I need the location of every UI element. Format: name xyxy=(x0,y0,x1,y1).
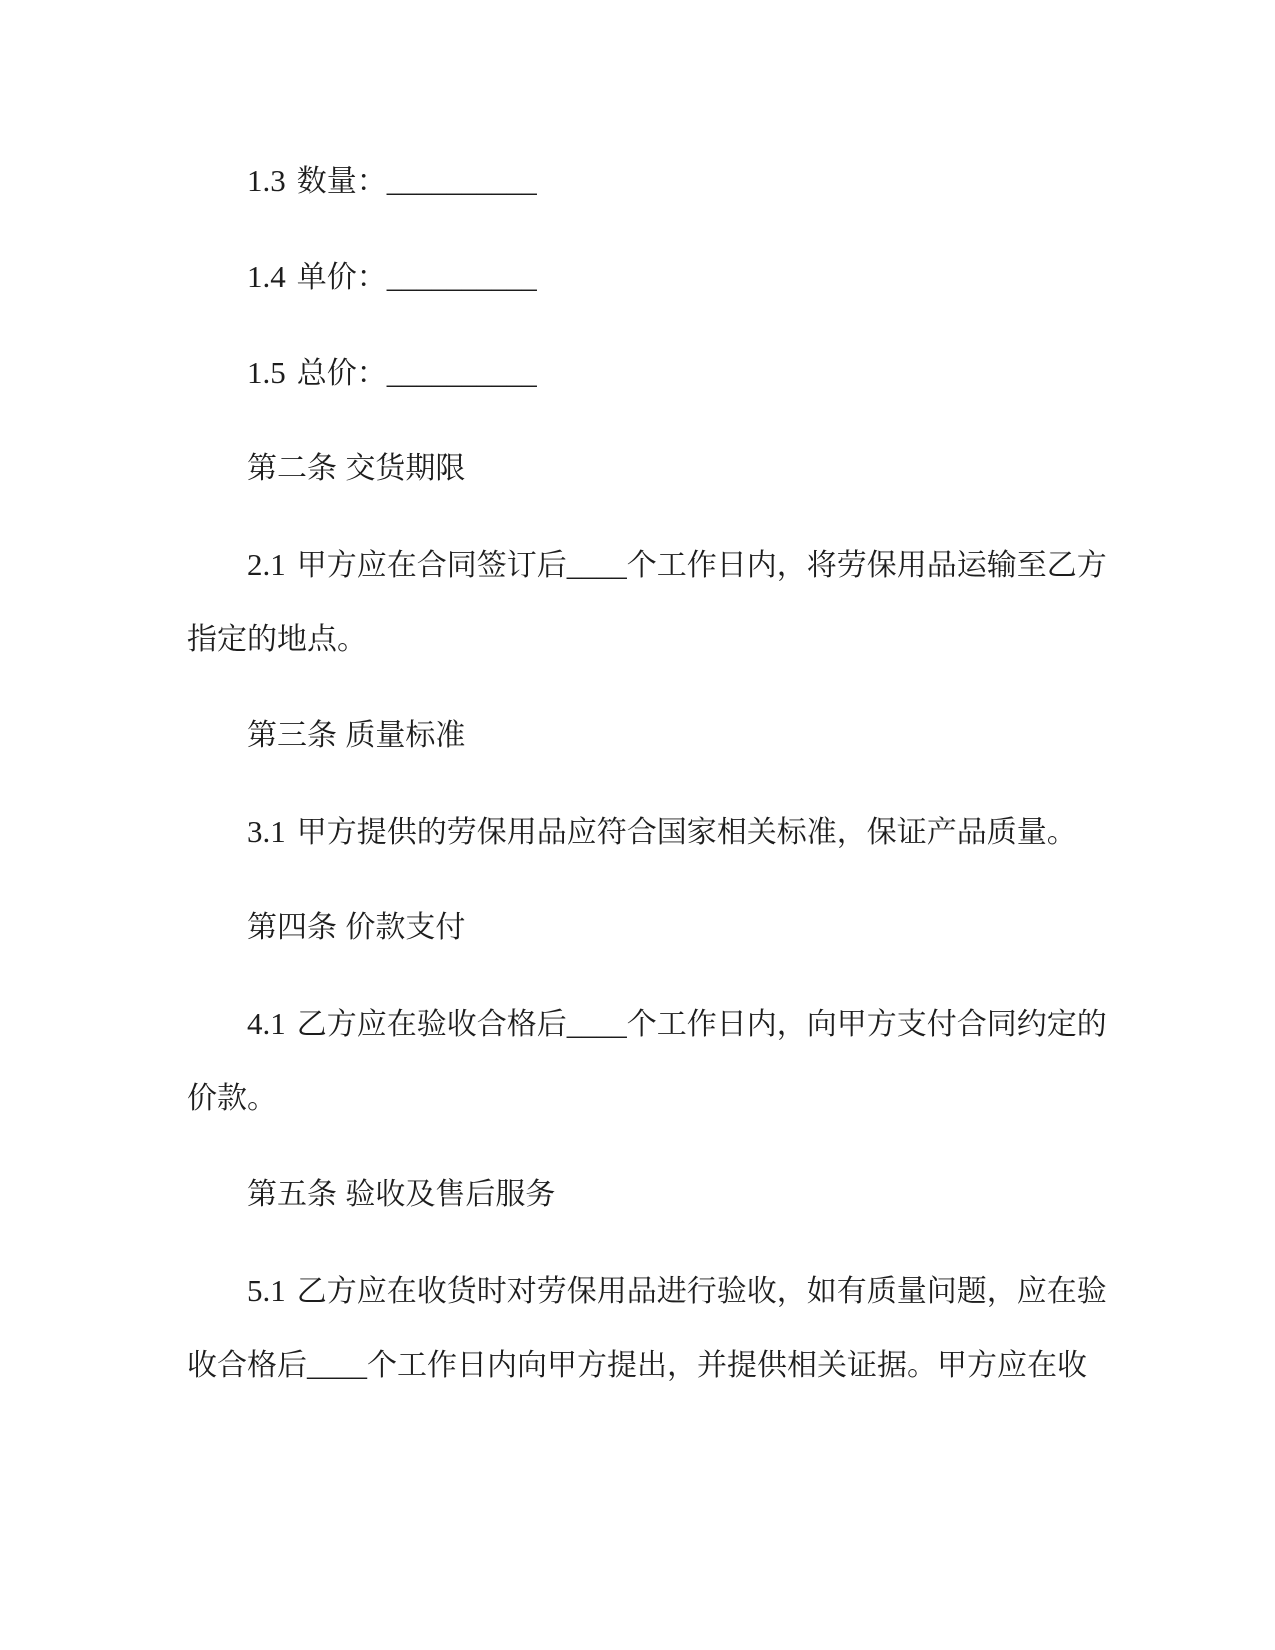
clause-text: 甲方提供的劳保用品应符合国家相关标准，保证产品质量。 xyxy=(296,816,1077,849)
fill-in-blank: ____ xyxy=(566,549,627,582)
clause-number: 1.5 xyxy=(247,355,286,390)
clause-text: 个工作日内向甲方提出，并提供相关证据。甲方应在收 xyxy=(367,1349,1087,1382)
clause-text: 价款。 xyxy=(187,1082,277,1115)
clause-item-2-1 xyxy=(187,527,1107,602)
clause-item-3-1 xyxy=(187,794,1090,869)
clause-number: 4.1 xyxy=(247,1006,286,1041)
fill-in-blank: ____ xyxy=(307,1349,367,1382)
clause-text: 单价： xyxy=(296,261,387,294)
clause-item-1-5 xyxy=(187,335,1090,410)
clause-item-1-4 xyxy=(187,239,1090,314)
clause-heading-article-3 xyxy=(187,698,1090,773)
clause-heading-article-5 xyxy=(187,1157,1090,1232)
clause-number: 1.3 xyxy=(247,163,286,198)
clause-heading-article-2 xyxy=(187,431,1090,506)
clause-item-5-1-continuation xyxy=(187,1328,1090,1403)
clause-item-4-1 xyxy=(187,986,1107,1061)
fill-in-blank: ____ xyxy=(566,1008,627,1041)
clause-text: 乙方应在收货时对劳保用品进行验收，如有质量问题，应在验 xyxy=(296,1275,1107,1308)
clause-text: 乙方应在验收合格后 xyxy=(296,1008,567,1041)
fill-in-blank: __________ xyxy=(386,261,537,294)
clause-text: 收合格后 xyxy=(187,1349,307,1382)
clause-text: 个工作日内，向甲方支付合同约定的 xyxy=(626,1008,1107,1041)
clause-text: 甲方应在合同签订后 xyxy=(296,549,567,582)
clause-text: 指定的地点。 xyxy=(187,623,367,656)
fill-in-blank: __________ xyxy=(386,357,537,390)
clause-text: 总价： xyxy=(296,357,387,390)
clause-text: 数量： xyxy=(296,165,387,198)
clause-item-2-1-continuation xyxy=(187,602,1090,677)
clause-text: 个工作日内，将劳保用品运输至乙方 xyxy=(626,549,1107,582)
heading-text: 第三条 质量标准 xyxy=(247,719,466,752)
clause-number: 3.1 xyxy=(247,814,286,849)
fill-in-blank: __________ xyxy=(386,165,537,198)
heading-text: 第四条 价款支付 xyxy=(247,911,466,944)
clause-item-1-3 xyxy=(187,143,1090,218)
clause-heading-article-4 xyxy=(187,890,1090,965)
clause-number: 1.4 xyxy=(247,259,286,294)
heading-text: 第五条 验收及售后服务 xyxy=(247,1178,556,1211)
heading-text: 第二条 交货期限 xyxy=(247,452,466,485)
clause-number: 5.1 xyxy=(247,1273,286,1308)
clause-item-4-1-continuation xyxy=(187,1061,1090,1136)
clause-number: 2.1 xyxy=(247,547,286,582)
clause-item-5-1 xyxy=(187,1253,1107,1328)
